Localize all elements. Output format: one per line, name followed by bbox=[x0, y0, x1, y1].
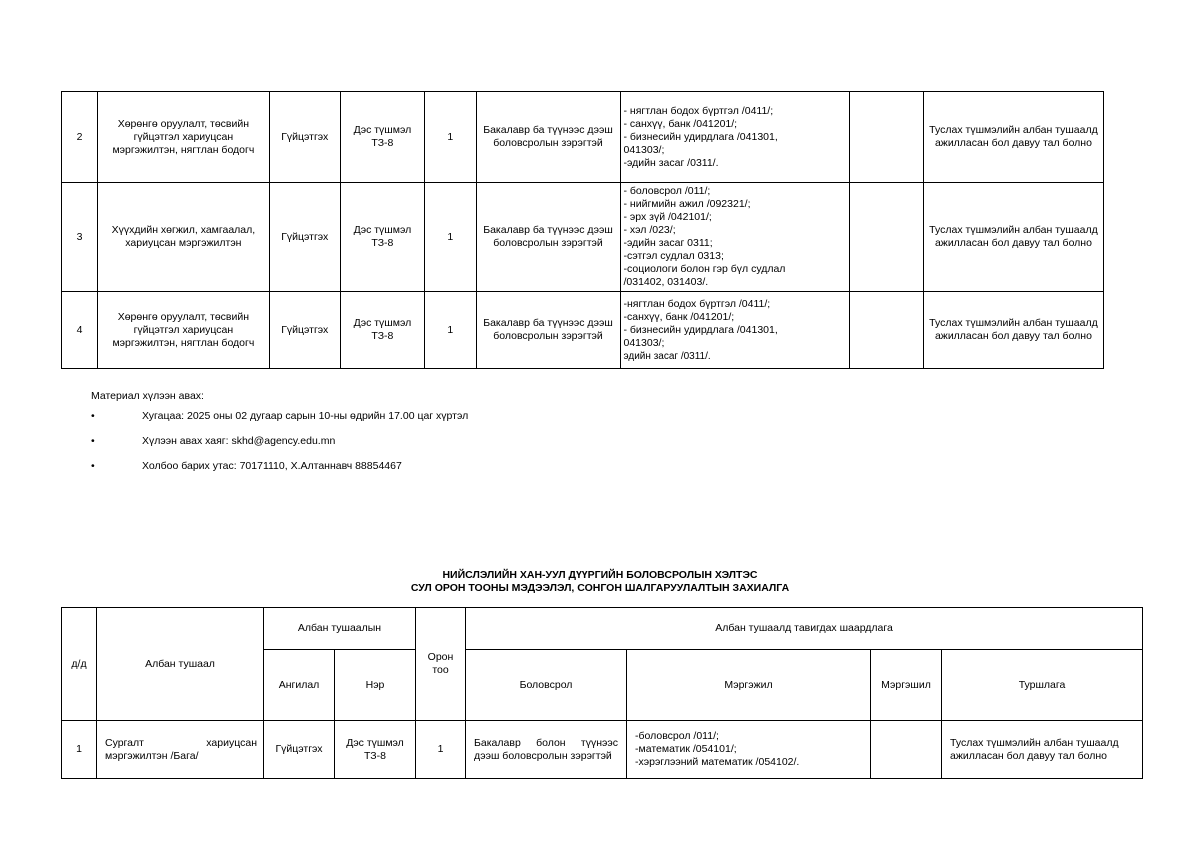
qualification-cell bbox=[849, 292, 923, 369]
category-cell: Гүйцэтгэх bbox=[269, 183, 340, 292]
education-cell: Бакалавр ба түүнээс дээш боловсролын зэрэгтэй bbox=[476, 92, 620, 183]
header-specialty: Мэргэжил bbox=[627, 650, 871, 721]
category-cell: Гүйцэтгэх bbox=[264, 721, 335, 779]
experience-cell: Туслах түшмэлийн албан тушаалд ажилласан бол давуу тал болно bbox=[923, 292, 1103, 369]
header-row bbox=[62, 608, 1143, 650]
specialty-line: - бизнесийн удирдлага /041301, bbox=[623, 323, 778, 336]
count-cell: 1 bbox=[425, 183, 476, 292]
header-education: Боловсрол bbox=[466, 650, 627, 721]
document-heading bbox=[0, 569, 1200, 595]
education-cell: Бакалавр болон түүнээс дээш боловсролын зэрэгтэй bbox=[466, 721, 627, 779]
vacancy-table-continued bbox=[61, 91, 1104, 369]
header-no: д/д bbox=[62, 608, 97, 721]
bullet-icon: • bbox=[91, 435, 95, 447]
specialty-line: 041303/; bbox=[623, 143, 665, 156]
header-count: Орон тоо bbox=[416, 608, 466, 721]
heading-line-2: СУЛ ОРОН ТООНЫ МЭДЭЭЛЭЛ, СОНГОН ШАЛГАРУУЛАЛТЫН ЗАХИАЛГА bbox=[410, 582, 790, 594]
experience-cell: Туслах түшмэлийн албан тушаалд ажилласан бол давуу тал болно bbox=[942, 721, 1143, 779]
specialty-line: - боловсрол /011/; bbox=[623, 185, 711, 197]
specialty-line: 041303/; bbox=[623, 336, 665, 349]
table-row bbox=[62, 721, 1143, 779]
position-cell: Сургалт хариуцсан мэргэжилтэн /Бага/ bbox=[97, 721, 264, 779]
education-cell: Бакалавр ба түүнээс дээш боловсролын зэрэгтэй bbox=[476, 292, 620, 369]
row-number: 4 bbox=[62, 292, 98, 369]
table-row bbox=[62, 292, 1104, 369]
list-item bbox=[91, 410, 469, 435]
header-experience: Туршлага bbox=[942, 650, 1143, 721]
specialty-line: -сэтгэл судлал 0313; bbox=[623, 250, 724, 262]
materials-section bbox=[91, 390, 469, 485]
rank-cell: Дэс түшмэл ТЗ-8 bbox=[340, 183, 424, 292]
email-text: Хүлээн авах хаяг: skhd@agency.edu.mn bbox=[142, 435, 336, 447]
vacancy-table bbox=[61, 607, 1143, 779]
specialty-line: эдийн засаг /0311/. bbox=[623, 350, 711, 362]
row-number: 2 bbox=[62, 92, 98, 183]
deadline-text: Хугацаа: 2025 оны 02 дугаар сарын 10-ны өдрийн 17.00 цаг хүртэл bbox=[142, 410, 469, 422]
category-cell: Гүйцэтгэх bbox=[269, 92, 340, 183]
header-requirements: Албан тушаалд тавигдах шаардлага bbox=[466, 608, 1143, 650]
header-qualification: Мэргэшил bbox=[871, 650, 942, 721]
contact-text: Холбоо барих утас: 70171110, Х.Алтаннавч 88854467 bbox=[142, 460, 402, 472]
specialty-line: -математик /054101/; bbox=[635, 743, 737, 755]
table-row bbox=[62, 92, 1104, 183]
rank-cell: Дэс түшмэл ТЗ-8 bbox=[340, 92, 424, 183]
heading-line-1: НИЙСЛЭЛИЙН ХАН-УУЛ ДҮҮРГИЙН БОЛОВСРОЛЫН ХЭЛТЭС bbox=[442, 569, 758, 581]
list-item bbox=[91, 435, 336, 460]
education-cell: Бакалавр ба түүнээс дээш боловсролын зэрэгтэй bbox=[476, 183, 620, 292]
rank-cell: Дэс түшмэл ТЗ-8 bbox=[335, 721, 416, 779]
qualification-cell bbox=[849, 92, 923, 183]
count-cell: 1 bbox=[425, 92, 476, 183]
header-rank: Нэр bbox=[335, 650, 416, 721]
specialty-line: - санхүү, банк /041201/; bbox=[623, 117, 738, 130]
specialty-line: -боловсрол /011/; bbox=[635, 730, 719, 742]
row-number: 3 bbox=[62, 183, 98, 292]
materials-title: Материал хүлээн авах: bbox=[91, 390, 204, 402]
specialty-cell bbox=[620, 92, 849, 183]
specialty-line: -нягтлан бодох бүртгэл /0411/; bbox=[623, 297, 771, 310]
position-cell: Хөрөнгө оруулалт, төсвийн гүйцэтгэл хариуцсан мэргэжилтэн, нягтлан бодогч bbox=[98, 292, 270, 369]
specialty-line: - хэл /023/; bbox=[623, 224, 676, 236]
rank-cell: Дэс түшмэл ТЗ-8 bbox=[340, 292, 424, 369]
specialty-cell bbox=[627, 721, 871, 779]
experience-cell: Туслах түшмэлийн албан тушаалд ажилласан бол давуу тал болно bbox=[923, 183, 1103, 292]
specialty-line: - нийгмийн ажил /092321/; bbox=[623, 198, 751, 210]
specialty-line: - нягтлан бодох бүртгэл /0411/; bbox=[623, 104, 774, 117]
specialty-line: -санхүү, банк /041201/; bbox=[623, 310, 735, 323]
bullet-icon: • bbox=[91, 410, 95, 422]
header-position-group: Албан тушаалын bbox=[264, 608, 416, 650]
table-row bbox=[62, 183, 1104, 292]
bullet-icon: • bbox=[91, 460, 95, 472]
position-cell: Хүүхдийн хөгжил, хамгаалал, хариуцсан мэргэжилтэн bbox=[98, 183, 270, 292]
specialty-line: - эрх зүй /042101/; bbox=[623, 211, 712, 223]
count-cell: 1 bbox=[416, 721, 466, 779]
row-number: 1 bbox=[62, 721, 97, 779]
count-cell: 1 bbox=[425, 292, 476, 369]
specialty-line: -эдийн засаг /0311/. bbox=[623, 156, 719, 169]
position-cell: Хөрөнгө оруулалт, төсвийн гүйцэтгэл хариуцсан мэргэжилтэн, нягтлан бодогч bbox=[98, 92, 270, 183]
specialty-line: -хэрэглээний математик /054102/. bbox=[635, 756, 800, 768]
category-cell: Гүйцэтгэх bbox=[269, 292, 340, 369]
specialty-cell bbox=[620, 183, 849, 292]
qualification-cell bbox=[849, 183, 923, 292]
qualification-cell bbox=[871, 721, 942, 779]
experience-cell: Туслах түшмэлийн албан тушаалд ажилласан бол давуу тал болно bbox=[923, 92, 1103, 183]
list-item bbox=[91, 460, 402, 485]
specialty-cell bbox=[620, 292, 849, 369]
specialty-line: - бизнесийн удирдлага /041301, bbox=[623, 130, 778, 143]
specialty-line: -эдийн засаг 0311; bbox=[623, 237, 713, 249]
header-category: Ангилал bbox=[264, 650, 335, 721]
specialty-line: /031402, 031403/. bbox=[623, 276, 709, 288]
header-position: Албан тушаал bbox=[97, 608, 264, 721]
specialty-line: -социологи болон гэр бүл судлал bbox=[623, 263, 786, 275]
